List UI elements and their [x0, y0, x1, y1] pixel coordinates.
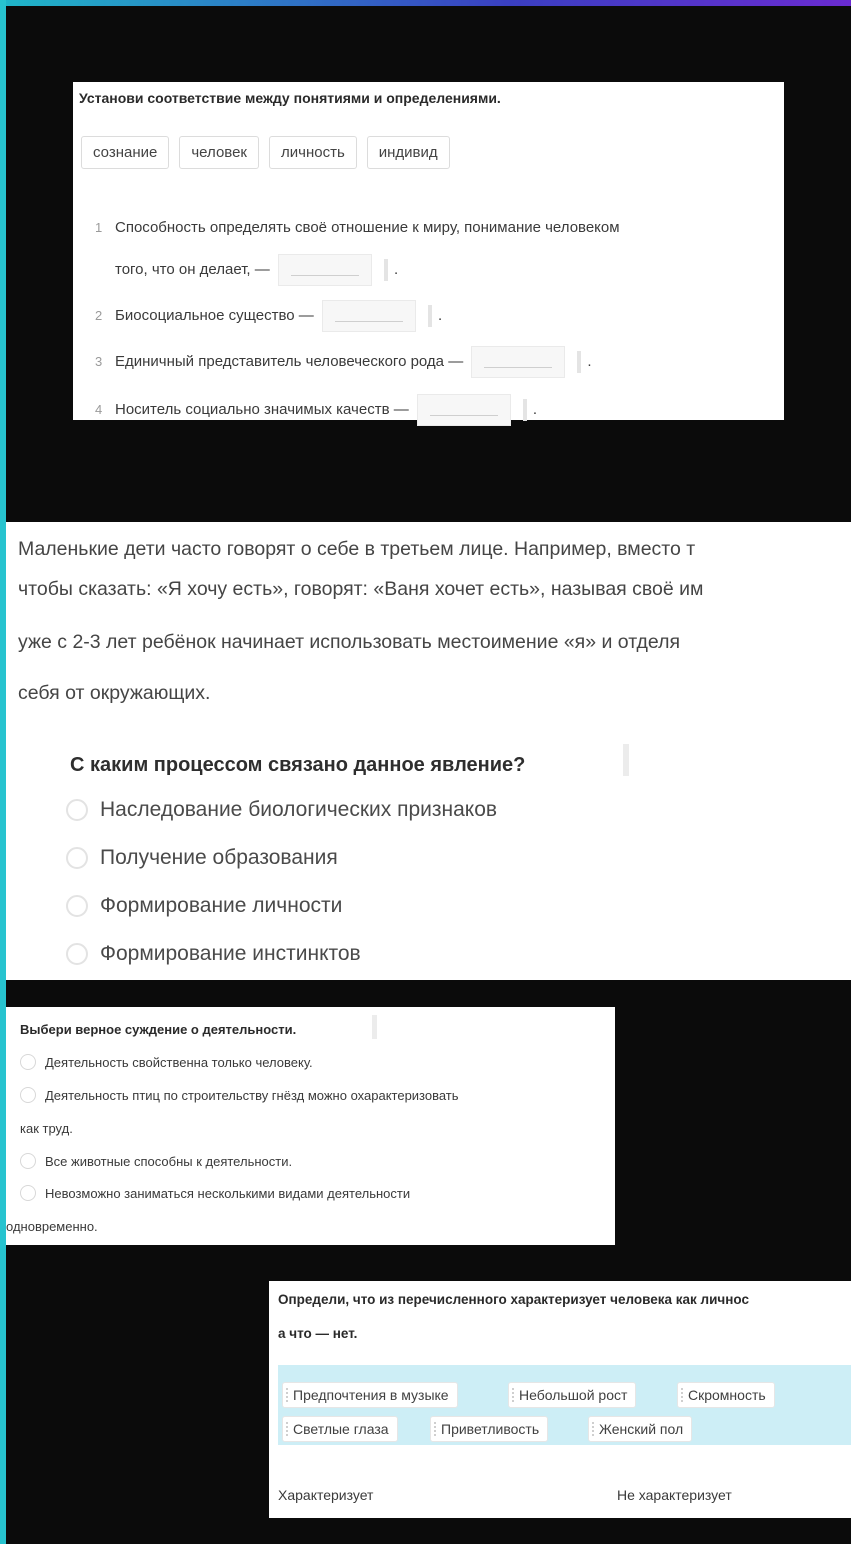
text-caret [372, 1015, 377, 1039]
option-label: Невозможно заниматься несколькими видами деятельности [45, 1185, 411, 1201]
radio-circle-icon[interactable] [66, 799, 88, 821]
task-title: Выбери верное суждение о деятельности. [20, 1022, 297, 1037]
chip-soznanie[interactable]: сознание [81, 136, 169, 169]
paragraph-line-4: себя от окружающих. [18, 682, 211, 704]
task-title-cont: а что — нет. [278, 1326, 358, 1341]
matching-task-panel [73, 82, 784, 420]
concept-chips [81, 136, 450, 169]
radio-circle-icon[interactable] [20, 1185, 36, 1201]
option-label-continuation: как труд. [20, 1121, 73, 1136]
answer-option-3[interactable] [66, 894, 342, 918]
drop-caret [577, 351, 581, 373]
task-title: Установи соответствие между понятиями и определениями. [79, 90, 501, 106]
answer-blank-2[interactable] [322, 300, 416, 332]
drop-caret [428, 305, 432, 327]
statement-choice-panel [6, 1007, 615, 1245]
radio-circle-icon[interactable] [20, 1054, 36, 1070]
radio-circle-icon[interactable] [66, 895, 88, 917]
answer-option-1[interactable] [66, 798, 497, 822]
answer-blank-1[interactable] [278, 254, 372, 286]
item-text: Способность определять своё отношение к миру, понимание человеком [115, 219, 620, 236]
period: . [587, 352, 592, 370]
item-text: того, что он делает, — [115, 260, 270, 278]
question-text: С каким процессом связано данное явление? [70, 754, 526, 776]
drag-tag-music[interactable]: Предпочтения в музыке [282, 1382, 458, 1408]
option-label: Получение образования [100, 846, 338, 869]
chip-chelovek[interactable]: человек [179, 136, 259, 169]
option-label: Наследование биологических признаков [100, 798, 498, 821]
radio-circle-icon[interactable] [66, 943, 88, 965]
drag-tag-friendliness[interactable]: Приветливость [430, 1416, 548, 1442]
drag-tag-gender[interactable]: Женский пол [588, 1416, 692, 1442]
option-label: Деятельность свойственна только человеку. [45, 1054, 313, 1070]
item-number: 1 [95, 220, 103, 235]
item-number: 4 [95, 401, 103, 417]
answer-blank-4[interactable] [417, 394, 511, 426]
sorting-task-panel [269, 1281, 851, 1518]
definition-item-3 [95, 346, 592, 378]
answer-blank-3[interactable] [471, 346, 565, 378]
definition-item-1-cont [115, 254, 398, 286]
period: . [532, 400, 538, 418]
top-gradient-bar [0, 0, 851, 6]
option-label: Деятельность птиц по строительству гнёзд можно охарактеризовать [45, 1087, 459, 1103]
definition-item-4 [95, 394, 537, 426]
option-label: Формирование личности [100, 894, 343, 917]
drop-caret [384, 259, 388, 281]
answer-option-1[interactable] [20, 1054, 313, 1070]
item-text: Биосоциальное существо — [115, 306, 314, 324]
definition-item-2 [95, 300, 442, 332]
answer-option-2[interactable] [66, 846, 338, 870]
chip-individ[interactable]: индивид [367, 136, 450, 169]
drag-source-area [278, 1365, 851, 1445]
item-text: Носитель социально значимых качеств — [115, 400, 409, 418]
definition-item-1 [95, 218, 620, 238]
answer-option-4[interactable] [66, 942, 361, 966]
option-label: Все животные способны к деятельности. [45, 1153, 293, 1169]
drag-tag-height[interactable]: Небольшой рост [508, 1382, 636, 1408]
answer-option-3[interactable] [20, 1153, 292, 1169]
answer-option-4[interactable] [20, 1185, 410, 1201]
column-label-yes: Характеризует [278, 1487, 374, 1503]
option-label-continuation: одновременно. [6, 1219, 98, 1234]
paragraph-line-2: чтобы сказать: «Я хочу есть», говорят: «Ваня хочет есть», называя своё им [18, 578, 704, 600]
drag-tag-modesty[interactable]: Скромность [677, 1382, 775, 1408]
column-label-no: Не характеризует [617, 1487, 732, 1503]
item-number: 2 [95, 307, 103, 323]
drag-tag-eyes[interactable]: Светлые глаза [282, 1416, 398, 1442]
reading-question-panel [6, 522, 851, 980]
period: . [437, 306, 443, 324]
answer-option-2[interactable] [20, 1087, 459, 1103]
paragraph-line-3: уже с 2-3 лет ребёнок начинает использовать местоимение «я» и отделя [18, 631, 681, 653]
text-caret [623, 744, 629, 776]
item-number: 3 [95, 353, 103, 369]
paragraph-line-1: Маленькие дети часто говорят о себе в третьем лице. Например, вместо т [18, 538, 696, 560]
option-label: Формирование инстинктов [100, 942, 361, 965]
drop-caret [523, 399, 527, 421]
period: . [393, 260, 399, 278]
chip-lichnost[interactable]: личность [269, 136, 357, 169]
item-text: Единичный представитель человеческого рода — [115, 352, 464, 370]
task-title: Определи, что из перечисленного характеризует человека как личнос [278, 1292, 749, 1307]
radio-circle-icon[interactable] [20, 1087, 36, 1103]
radio-circle-icon[interactable] [20, 1153, 36, 1169]
radio-circle-icon[interactable] [66, 847, 88, 869]
